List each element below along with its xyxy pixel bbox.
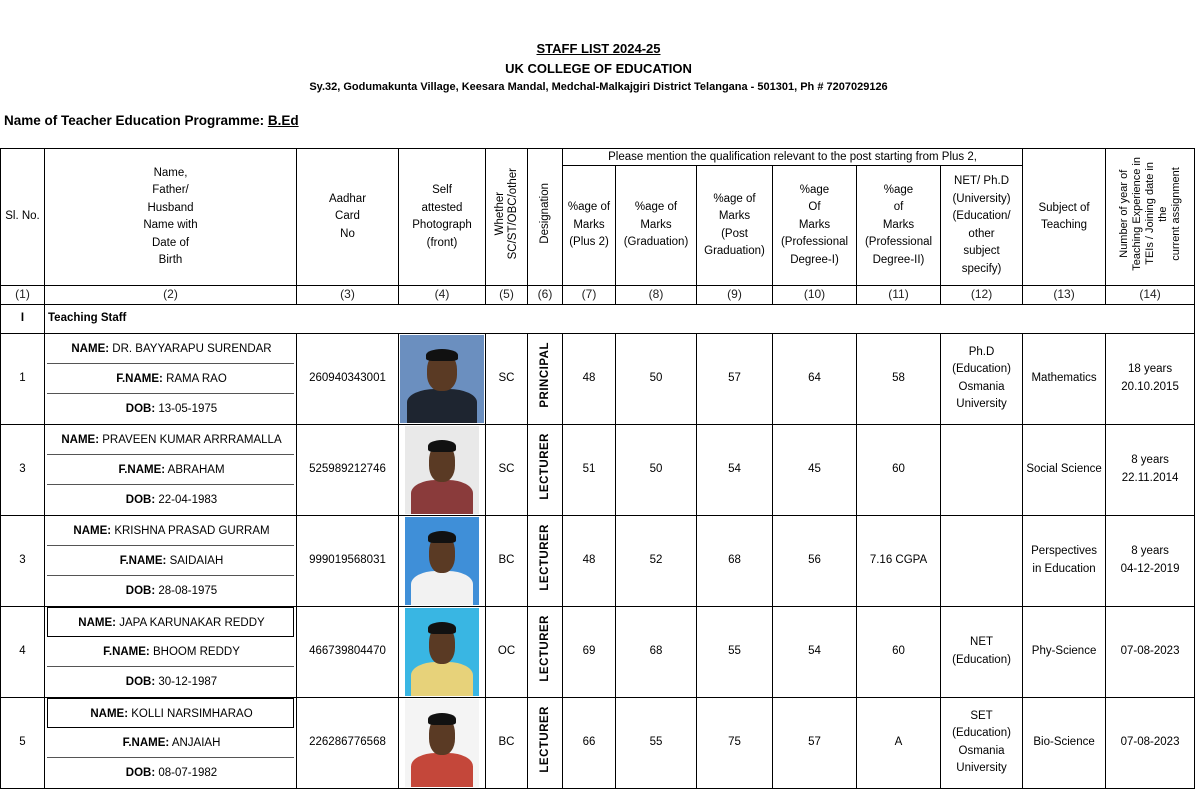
staff-designation: LECTURER bbox=[538, 705, 551, 773]
staff-name: KRISHNA PRASAD GURRAM bbox=[114, 524, 270, 537]
column-number-row bbox=[1, 286, 1195, 305]
staff-photo bbox=[405, 426, 479, 514]
header-professional-1: %age Of Marks (Professional Degree-I) bbox=[773, 166, 857, 286]
staff-designation: LECTURER bbox=[538, 614, 551, 682]
staff-net-phd: NET (Education) bbox=[941, 606, 1023, 697]
staff-professional-2: 58 bbox=[857, 333, 941, 424]
staff-slno: 5 bbox=[1, 697, 45, 788]
staff-graduation: 55 bbox=[616, 697, 697, 788]
staff-category: SC bbox=[486, 333, 528, 424]
programme-line bbox=[4, 113, 299, 128]
staff-slno: 3 bbox=[1, 424, 45, 515]
staff-graduation: 50 bbox=[616, 333, 697, 424]
staff-subject: Mathematics bbox=[1023, 333, 1106, 424]
staff-dob-line bbox=[47, 667, 294, 697]
staff-father-name-label: F.NAME: bbox=[119, 554, 167, 567]
staff-subject: Social Science bbox=[1023, 424, 1106, 515]
staff-photo bbox=[400, 335, 484, 423]
column-number: (12) bbox=[941, 286, 1023, 305]
header-graduation: %age of Marks (Graduation) bbox=[616, 166, 697, 286]
header-category: Whether SC/ST/OBC/other bbox=[493, 168, 519, 260]
column-number: (2) bbox=[45, 286, 297, 305]
staff-designation-cell bbox=[528, 515, 563, 606]
staff-aadhar: 466739804470 bbox=[297, 606, 399, 697]
staff-professional-2: 7.16 CGPA bbox=[857, 515, 941, 606]
column-number: (4) bbox=[399, 286, 486, 305]
staff-name-block bbox=[45, 515, 297, 606]
staff-experience: 8 years 04-12-2019 bbox=[1106, 515, 1195, 606]
staff-post-graduation: 54 bbox=[697, 424, 773, 515]
staff-experience: 18 years 20.10.2015 bbox=[1106, 333, 1195, 424]
staff-dob-label: DOB: bbox=[125, 402, 156, 415]
column-number: (3) bbox=[297, 286, 399, 305]
staff-dob-label: DOB: bbox=[125, 675, 156, 688]
staff-photo-cell bbox=[399, 424, 486, 515]
header-subject: Subject of Teaching bbox=[1023, 149, 1106, 286]
section-index: I bbox=[1, 304, 45, 333]
staff-father-name-line bbox=[47, 455, 294, 485]
staff-name-label: NAME: bbox=[90, 707, 129, 720]
programme-value: B.Ed bbox=[267, 113, 299, 128]
staff-slno: 3 bbox=[1, 515, 45, 606]
staff-category: BC bbox=[486, 697, 528, 788]
staff-professional-2: 60 bbox=[857, 424, 941, 515]
header-professional-2: %age of Marks (Professional Degree-II) bbox=[857, 166, 941, 286]
staff-father-name-line bbox=[47, 637, 294, 667]
staff-name-block bbox=[45, 697, 297, 788]
staff-row bbox=[1, 333, 1195, 424]
header-designation: Designation bbox=[538, 183, 551, 245]
staff-name: KOLLI NARSIMHARAO bbox=[131, 707, 253, 720]
staff-photo-cell bbox=[399, 333, 486, 424]
staff-aadhar: 226286776568 bbox=[297, 697, 399, 788]
staff-plus2: 66 bbox=[563, 697, 616, 788]
staff-dob-line bbox=[47, 394, 294, 424]
staff-professional-1: 45 bbox=[773, 424, 857, 515]
staff-plus2: 48 bbox=[563, 515, 616, 606]
staff-designation-cell bbox=[528, 697, 563, 788]
staff-name-label: NAME: bbox=[73, 524, 112, 537]
column-number: (6) bbox=[528, 286, 563, 305]
staff-subject: Bio-Science bbox=[1023, 697, 1106, 788]
header-net-phd: NET/ Ph.D (University) (Education/ other subject specify) bbox=[941, 166, 1023, 286]
staff-graduation: 50 bbox=[616, 424, 697, 515]
staff-net-phd bbox=[941, 424, 1023, 515]
staff-professional-1: 56 bbox=[773, 515, 857, 606]
staff-graduation: 52 bbox=[616, 515, 697, 606]
column-number: (7) bbox=[563, 286, 616, 305]
column-number: (5) bbox=[486, 286, 528, 305]
header-photo: Self attested Photograph (front) bbox=[399, 149, 486, 286]
header-qualification-group: Please mention the qualification relevant to the post starting from Plus 2, bbox=[563, 149, 1023, 166]
staff-subject: Phy-Science bbox=[1023, 606, 1106, 697]
staff-designation: PRINCIPAL bbox=[538, 342, 551, 409]
column-number: (14) bbox=[1106, 286, 1195, 305]
section-row bbox=[1, 304, 1195, 333]
staff-aadhar: 260940343001 bbox=[297, 333, 399, 424]
staff-category: BC bbox=[486, 515, 528, 606]
column-number: (10) bbox=[773, 286, 857, 305]
staff-photo-cell bbox=[399, 697, 486, 788]
staff-table bbox=[0, 148, 1195, 789]
college-name: UK COLLEGE OF EDUCATION bbox=[505, 61, 692, 76]
staff-dob-label: DOB: bbox=[125, 493, 156, 506]
staff-father-name-line bbox=[47, 546, 294, 576]
staff-photo bbox=[405, 699, 479, 787]
staff-category: SC bbox=[486, 424, 528, 515]
staff-dob-line bbox=[47, 576, 294, 606]
staff-father-name: SAIDAIAH bbox=[169, 554, 224, 567]
college-address: Sy.32, Godumakunta Village, Keesara Mandal, Medchal-Malkajgiri District Telangana - 501301, Ph # 7207029126 bbox=[309, 81, 888, 93]
staff-row bbox=[1, 424, 1195, 515]
staff-name-line bbox=[47, 425, 294, 455]
header-slno: Sl. No. bbox=[1, 149, 45, 286]
staff-post-graduation: 75 bbox=[697, 697, 773, 788]
staff-net-phd bbox=[941, 515, 1023, 606]
staff-designation-cell bbox=[528, 424, 563, 515]
staff-father-name-label: F.NAME: bbox=[118, 463, 166, 476]
staff-slno: 4 bbox=[1, 606, 45, 697]
staff-experience: 8 years 22.11.2014 bbox=[1106, 424, 1195, 515]
staff-photo bbox=[405, 517, 479, 605]
staff-dob: 30-12-1987 bbox=[158, 675, 218, 688]
staff-father-name-line bbox=[47, 364, 294, 394]
staff-post-graduation: 57 bbox=[697, 333, 773, 424]
staff-dob: 28-08-1975 bbox=[158, 584, 218, 597]
staff-name-block bbox=[45, 333, 297, 424]
staff-father-name-label: F.NAME: bbox=[103, 645, 150, 658]
staff-name-line bbox=[47, 516, 294, 546]
staff-post-graduation: 55 bbox=[697, 606, 773, 697]
staff-professional-1: 57 bbox=[773, 697, 857, 788]
staff-professional-2: 60 bbox=[857, 606, 941, 697]
staff-experience: 07-08-2023 bbox=[1106, 697, 1195, 788]
staff-row bbox=[1, 515, 1195, 606]
staff-experience: 07-08-2023 bbox=[1106, 606, 1195, 697]
staff-subject: Perspectives in Education bbox=[1023, 515, 1106, 606]
staff-graduation: 68 bbox=[616, 606, 697, 697]
staff-row bbox=[1, 606, 1195, 697]
page-title: STAFF LIST 2024-25 bbox=[536, 41, 661, 56]
staff-name: JAPA KARUNAKAR REDDY bbox=[119, 616, 265, 629]
column-number: (9) bbox=[697, 286, 773, 305]
column-number: (13) bbox=[1023, 286, 1106, 305]
staff-father-name: ANJAIAH bbox=[171, 736, 221, 749]
staff-dob: 08-07-1982 bbox=[158, 766, 218, 779]
header-row-1 bbox=[1, 149, 1195, 166]
staff-rows bbox=[1, 333, 1195, 788]
header-name: Name, Father/ Husband Name with Date of Birth bbox=[45, 149, 297, 286]
header-plus2: %age of Marks (Plus 2) bbox=[563, 166, 616, 286]
staff-category: OC bbox=[486, 606, 528, 697]
staff-designation-cell bbox=[528, 333, 563, 424]
section-label: Teaching Staff bbox=[45, 304, 1195, 333]
staff-net-phd: Ph.D (Education) Osmania University bbox=[941, 333, 1023, 424]
staff-plus2: 69 bbox=[563, 606, 616, 697]
staff-father-name: BHOOM REDDY bbox=[152, 645, 240, 658]
staff-designation: LECTURER bbox=[538, 523, 551, 591]
staff-post-graduation: 68 bbox=[697, 515, 773, 606]
staff-photo-cell bbox=[399, 606, 486, 697]
header-experience: Number of year of Teaching Experience in TEIs / Joining date in the current assignment bbox=[1117, 156, 1182, 271]
staff-name-line bbox=[47, 607, 294, 637]
staff-dob-label: DOB: bbox=[125, 584, 156, 597]
staff-dob-line bbox=[47, 485, 294, 515]
staff-designation: LECTURER bbox=[538, 432, 551, 500]
staff-name-line bbox=[47, 334, 294, 364]
staff-slno: 1 bbox=[1, 333, 45, 424]
staff-plus2: 51 bbox=[563, 424, 616, 515]
staff-row bbox=[1, 697, 1195, 788]
staff-professional-1: 54 bbox=[773, 606, 857, 697]
staff-father-name: RAMA RAO bbox=[166, 372, 227, 385]
staff-name-label: NAME: bbox=[78, 616, 116, 629]
staff-plus2: 48 bbox=[563, 333, 616, 424]
staff-dob-line bbox=[47, 758, 294, 788]
header-aadhar: Aadhar Card No bbox=[297, 149, 399, 286]
column-number: (11) bbox=[857, 286, 941, 305]
staff-photo bbox=[405, 608, 479, 696]
staff-aadhar: 999019568031 bbox=[297, 515, 399, 606]
staff-father-name-line bbox=[47, 728, 294, 758]
staff-dob: 13-05-1975 bbox=[158, 402, 218, 415]
staff-name-label: NAME: bbox=[61, 433, 100, 446]
staff-name-block bbox=[45, 606, 297, 697]
header-post-graduation: %age of Marks (Post Graduation) bbox=[697, 166, 773, 286]
staff-aadhar: 525989212746 bbox=[297, 424, 399, 515]
staff-father-name-label: F.NAME: bbox=[122, 736, 170, 749]
staff-professional-1: 64 bbox=[773, 333, 857, 424]
staff-name-label: NAME: bbox=[71, 342, 110, 355]
staff-name: DR. BAYYARAPU SURENDAR bbox=[112, 342, 272, 355]
staff-dob: 22-04-1983 bbox=[158, 493, 218, 506]
column-number: (8) bbox=[616, 286, 697, 305]
staff-photo-cell bbox=[399, 515, 486, 606]
staff-father-name: ABRAHAM bbox=[167, 463, 225, 476]
staff-dob-label: DOB: bbox=[125, 766, 156, 779]
staff-name-block bbox=[45, 424, 297, 515]
staff-father-name-label: F.NAME: bbox=[116, 372, 163, 385]
programme-label: Name of Teacher Education Programme: bbox=[4, 113, 268, 128]
staff-name: PRAVEEN KUMAR ARRRAMALLA bbox=[102, 433, 282, 446]
staff-designation-cell bbox=[528, 606, 563, 697]
column-number: (1) bbox=[1, 286, 45, 305]
staff-net-phd: SET (Education) Osmania University bbox=[941, 697, 1023, 788]
staff-professional-2: A bbox=[857, 697, 941, 788]
staff-name-line bbox=[47, 698, 294, 728]
